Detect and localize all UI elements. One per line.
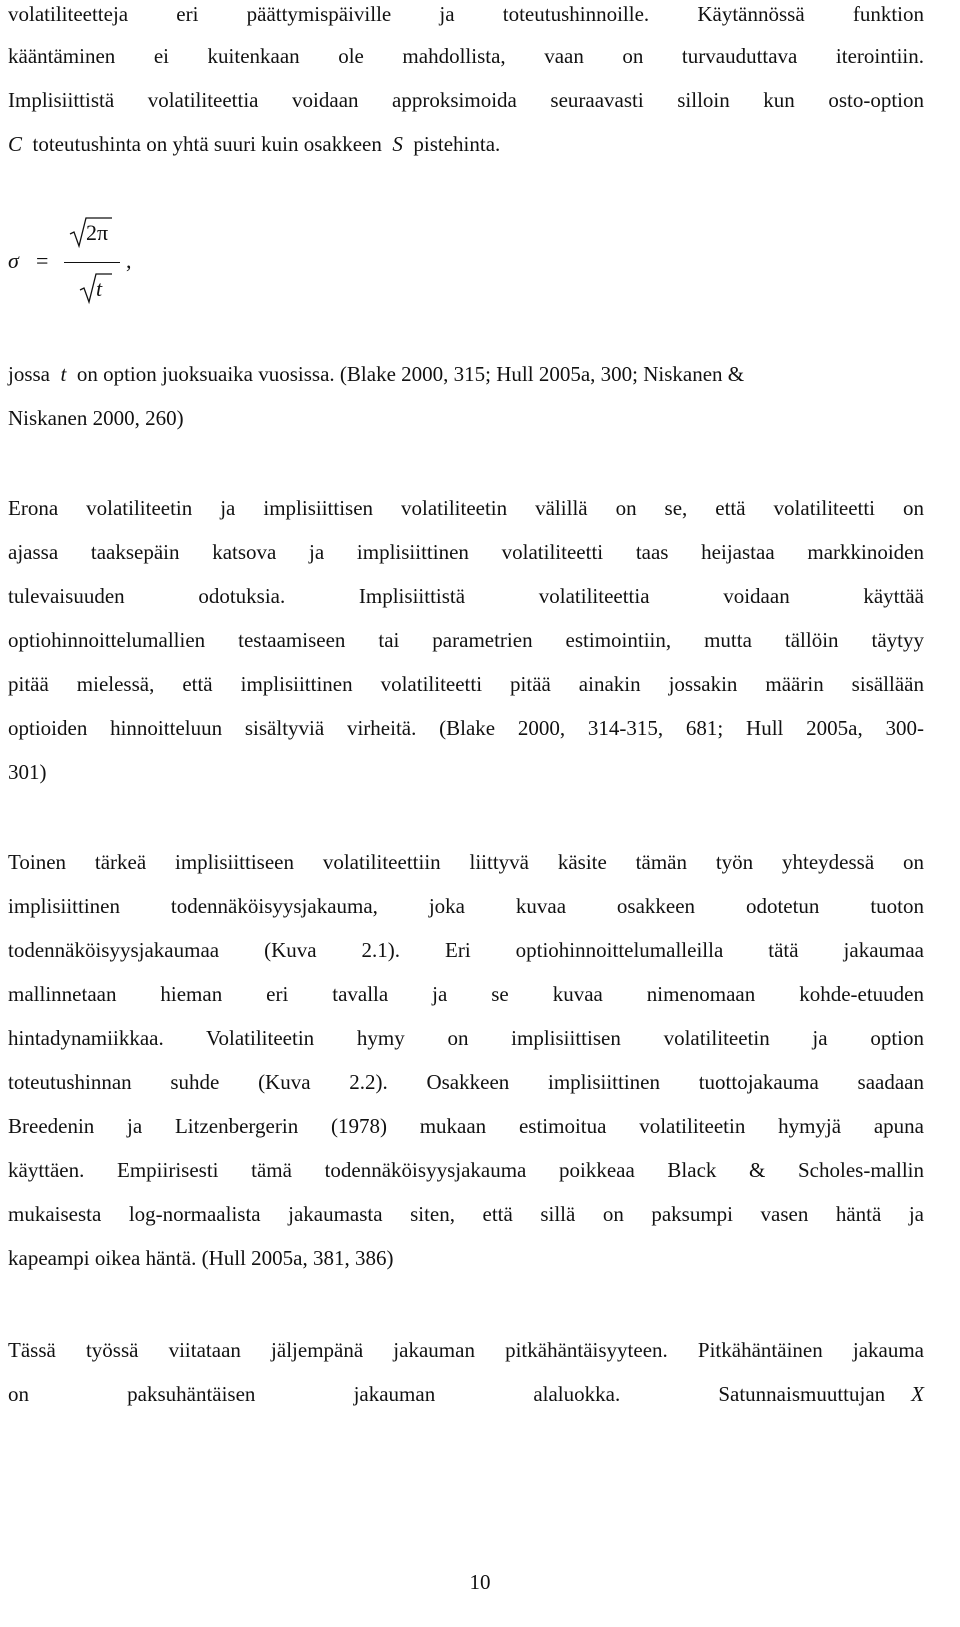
para5-line2 bbox=[8, 1380, 924, 1408]
para1-line2: kääntäminen ei kuitenkaan ole mahdollista, vaan on turvauduttava iterointiin. bbox=[8, 44, 924, 68]
para4-line2: implisiittinen todennäköisyysjakauma, joka kuvaa osakkeen odotetun tuoton bbox=[8, 894, 924, 918]
para3-line7: 301) bbox=[8, 760, 47, 784]
para3-line4: optiohinnoittelumallien testaamiseen tai parametrien estimointiin, mutta tällöin täytyy bbox=[8, 628, 924, 652]
para2-line1 bbox=[8, 360, 924, 388]
para4-line10: kapeampi oikea häntä. (Hull 2005a, 381, 386) bbox=[8, 1246, 394, 1270]
para3-line5: pitää mielessä, että implisiittinen volatiliteetti pitää ainakin jossakin määrin sisällään bbox=[8, 672, 924, 696]
para2-line1-start: jossa bbox=[8, 362, 50, 386]
para3-line1: Erona volatiliteetin ja implisiittisen volatiliteetin välillä on se, että volatiliteetti on bbox=[8, 496, 924, 520]
formula-numerator: 2π bbox=[86, 220, 109, 245]
formula-denominator: t bbox=[96, 276, 103, 301]
para1-line3: Implisiittistä volatiliteettia voidaan approksimoida seuraavasti silloin kun osto-option bbox=[8, 88, 924, 112]
para4-line1: Toinen tärkeä implisiittiseen volatiliteettiin liittyvä käsite tämän työn yhteydessä on bbox=[8, 850, 924, 874]
para5-line1: Tässä työssä viitataan jäljempänä jakauman pitkähäntäisyyteen. Pitkähäntäinen jakauma bbox=[8, 1338, 924, 1362]
formula-sigma: σ bbox=[8, 248, 19, 273]
para4-line9: mukaisesta log-normaalista jakaumasta siten, että sillä on paksumpi vasen häntä ja bbox=[8, 1202, 924, 1226]
formula-equals: = bbox=[36, 248, 49, 273]
fraction-bar bbox=[64, 262, 120, 263]
para5-line2-text: on paksuhäntäisen jakauman alaluokka. Satunnaismuuttujan bbox=[8, 1382, 886, 1406]
variable-t: t bbox=[60, 362, 67, 386]
variable-s: S bbox=[392, 132, 403, 156]
volatility-formula bbox=[8, 214, 208, 314]
para1-line4 bbox=[8, 130, 924, 158]
para4-line8: käyttäen. Empiirisesti tämä todennäköisyysjakauma poikkeaa Black & Scholes-mallin bbox=[8, 1158, 924, 1182]
para4-line5: hintadynamiikkaa. Volatiliteetin hymy on implisiittisen volatiliteetin ja option bbox=[8, 1026, 924, 1050]
variable-c: C bbox=[8, 132, 23, 156]
variable-x: X bbox=[911, 1382, 924, 1406]
page-number: 10 bbox=[469, 1570, 491, 1594]
para4-line7: Breedenin ja Litzenbergerin (1978) mukaan estimoitua volatiliteetin hymyjä apuna bbox=[8, 1114, 924, 1138]
para3-line3: tulevaisuuden odotuksia. Implisiittistä volatiliteettia voidaan käyttää bbox=[8, 584, 924, 608]
formula-comma: , bbox=[126, 248, 132, 273]
radical-signs bbox=[8, 214, 138, 314]
para2-line1-end: on option juoksuaika vuosissa. (Blake 2000, 315; Hull 2005a, 300; Niskanen & bbox=[76, 362, 745, 386]
para2-line2: Niskanen 2000, 260) bbox=[8, 406, 184, 430]
para1-line1: volatiliteetteja eri päättymispäiville ja toteutushinnoille. Käytännössä funktion bbox=[8, 2, 924, 26]
para4-line6: toteutushinnan suhde (Kuva 2.2). Osakkeen implisiittinen tuottojakauma saadaan bbox=[8, 1070, 924, 1094]
para1-line4-mid: toteutushinta on yhtä suuri kuin osakkeen bbox=[32, 132, 382, 156]
para3-line2: ajassa taaksepäin katsova ja implisiittinen volatiliteetti taas heijastaa markkinoiden bbox=[8, 540, 924, 564]
para4-line3: todennäköisyysjakaumaa (Kuva 2.1). Eri optiohinnoittelumalleilla tätä jakaumaa bbox=[8, 938, 924, 962]
para3-line6: optioiden hinnoitteluun sisältyviä virheitä. (Blake 2000, 314-315, 681; Hull 2005a, 300- bbox=[8, 716, 924, 740]
para1-line4-end: pistehinta. bbox=[413, 132, 501, 156]
para4-line4: mallinnetaan hieman eri tavalla ja se kuvaa nimenomaan kohde-etuuden bbox=[8, 982, 924, 1006]
